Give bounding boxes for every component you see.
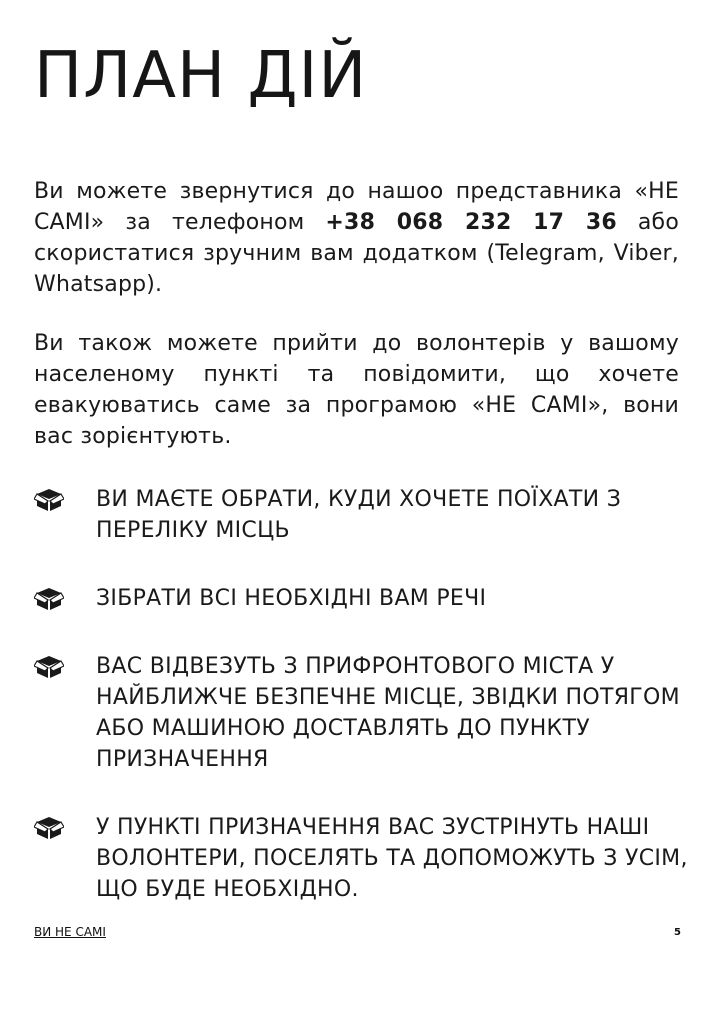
contact-text-end: або скористатися зручним вам додатком (Telegram, Viber, Whatsapp). — [34, 210, 679, 297]
step-text: ВИ МАЄТЕ ОБРАТИ, КУДИ ХОЧЕТЕ ПОЇХАТИ З ПЕРЕЛІКУ МІСЦЬ — [96, 487, 622, 543]
volunteers-paragraph: Ви також можете прийти до волонтерів у вашому населеному пункті та повідомити, що хочете евакуюватись саме за програмою «НЕ САМІ», вони вас зорієнтують. — [34, 331, 679, 449]
step-text: ВАС ВІДВЕЗУТЬ З ПРИФРОНТОВОГО МІСТА У НАЙБЛИЖЧЕ БЕЗПЕЧНЕ МІСЦЕ, ЗВІДКИ ПОТЯГОМ АБО МАШИНОЮ ДОСТАВЛЯТЬ ДО ПУНКТУ ПРИЗНАЧЕННЯ — [96, 654, 680, 772]
contact-text-start: Ви можете звернутися до нашоо представника «НЕ САМІ» за телефоном — [34, 179, 679, 235]
step-item — [34, 583, 694, 614]
step-item — [34, 651, 694, 775]
box-icon — [34, 653, 64, 679]
step-text: ЗІБРАТИ ВСІ НЕОБХІДНІ ВАМ РЕЧІ — [96, 586, 487, 611]
box-icon — [34, 814, 64, 840]
contact-paragraph — [34, 176, 679, 300]
steps-list — [34, 484, 694, 905]
page-number: 5 — [674, 927, 681, 938]
page-title: ПЛАН ДІЙ — [34, 39, 368, 113]
footer-link[interactable]: ВИ НЕ САМІ — [34, 925, 106, 939]
box-icon — [34, 486, 64, 512]
box-icon — [34, 585, 64, 611]
step-item — [34, 484, 694, 546]
step-item — [34, 812, 694, 905]
step-text: У ПУНКТІ ПРИЗНАЧЕННЯ ВАС ЗУСТРІНУТЬ НАШІ ВОЛОНТЕРИ, ПОСЕЛЯТЬ ТА ДОПОМОЖУТЬ З УСІМ, ЩО БУДЕ НЕОБХІДНО. — [96, 815, 688, 902]
phone-number: +38 068 232 17 36 — [325, 210, 617, 235]
